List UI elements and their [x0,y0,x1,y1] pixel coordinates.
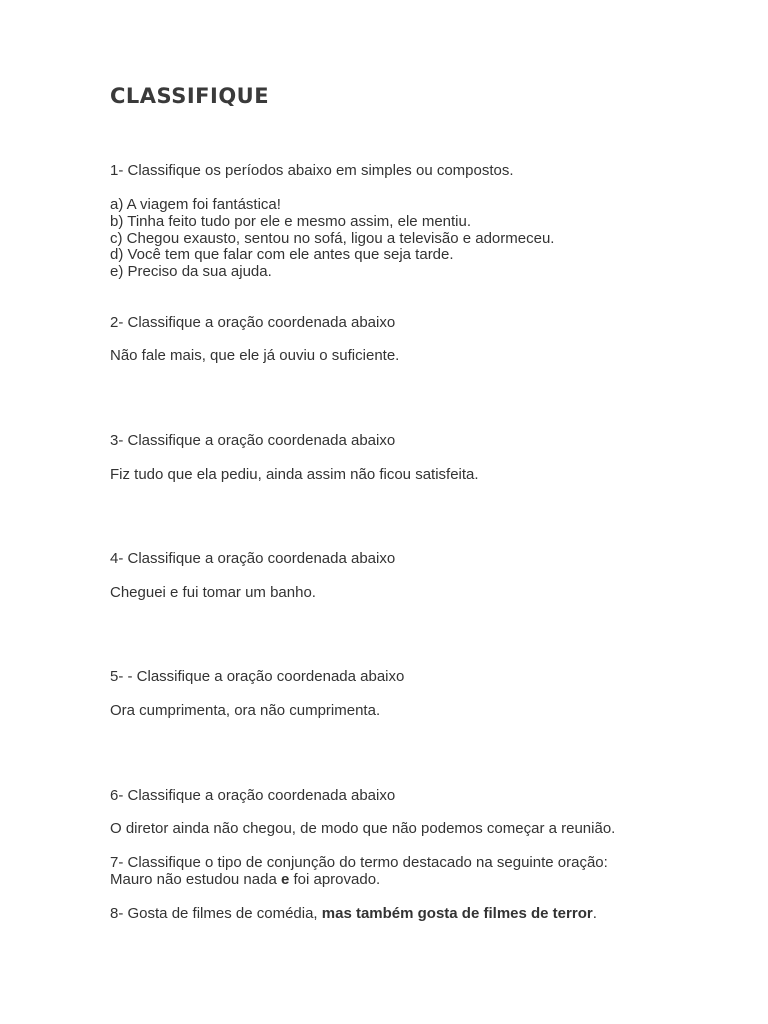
question-8-text-after: . [592,905,597,922]
question-7-text-after: foi aprovado. [289,871,381,888]
question-8-sentence [110,905,597,922]
question-8-text-before: 8- Gosta de filmes de comédia, [110,905,322,922]
question-2-prompt: 2- Classifique a oração coordenada abaixo [110,314,396,331]
question-1-item-d: d) Você tem que falar com ele antes que seja tarde. [110,246,454,263]
question-1-item-e: e) Preciso da sua ajuda. [110,263,272,280]
question-4-prompt: 4- Classifique a oração coordenada abaixo [110,550,396,567]
question-6-sentence: O diretor ainda não chegou, de modo que não podemos começar a reunião. [110,820,616,837]
question-1-item-a: a) A viagem foi fantástica! [110,196,281,213]
question-7-sentence [110,871,380,888]
question-5-sentence: Ora cumprimenta, ora não cumprimenta. [110,702,381,719]
question-3-sentence: Fiz tudo que ela pediu, ainda assim não ficou satisfeita. [110,466,479,483]
question-7-highlighted-term: e [280,871,290,888]
question-1-item-b: b) Tinha feito tudo por ele e mesmo assim, ele mentiu. [110,213,472,230]
question-8-highlighted-term: mas também gosta de filmes de terror [321,905,593,922]
question-5-prompt: 5- - Classifique a oração coordenada abaixo [110,668,405,685]
question-6-prompt: 6- Classifique a oração coordenada abaixo [110,787,396,804]
question-1-prompt: 1- Classifique os períodos abaixo em simples ou compostos. [110,162,514,179]
question-4-sentence: Cheguei e fui tomar um banho. [110,584,316,601]
question-7-prompt: 7- Classifique o tipo de conjunção do termo destacado na seguinte oração: [110,854,608,871]
page-title: CLASSIFIQUE [110,84,270,108]
question-7-text-before: Mauro não estudou nada [110,871,281,888]
question-1-item-c: c) Chegou exausto, sentou no sofá, ligou a televisão e adormeceu. [110,230,555,247]
question-3-prompt: 3- Classifique a oração coordenada abaixo [110,432,396,449]
question-2-sentence: Não fale mais, que ele já ouviu o suficiente. [110,347,400,364]
